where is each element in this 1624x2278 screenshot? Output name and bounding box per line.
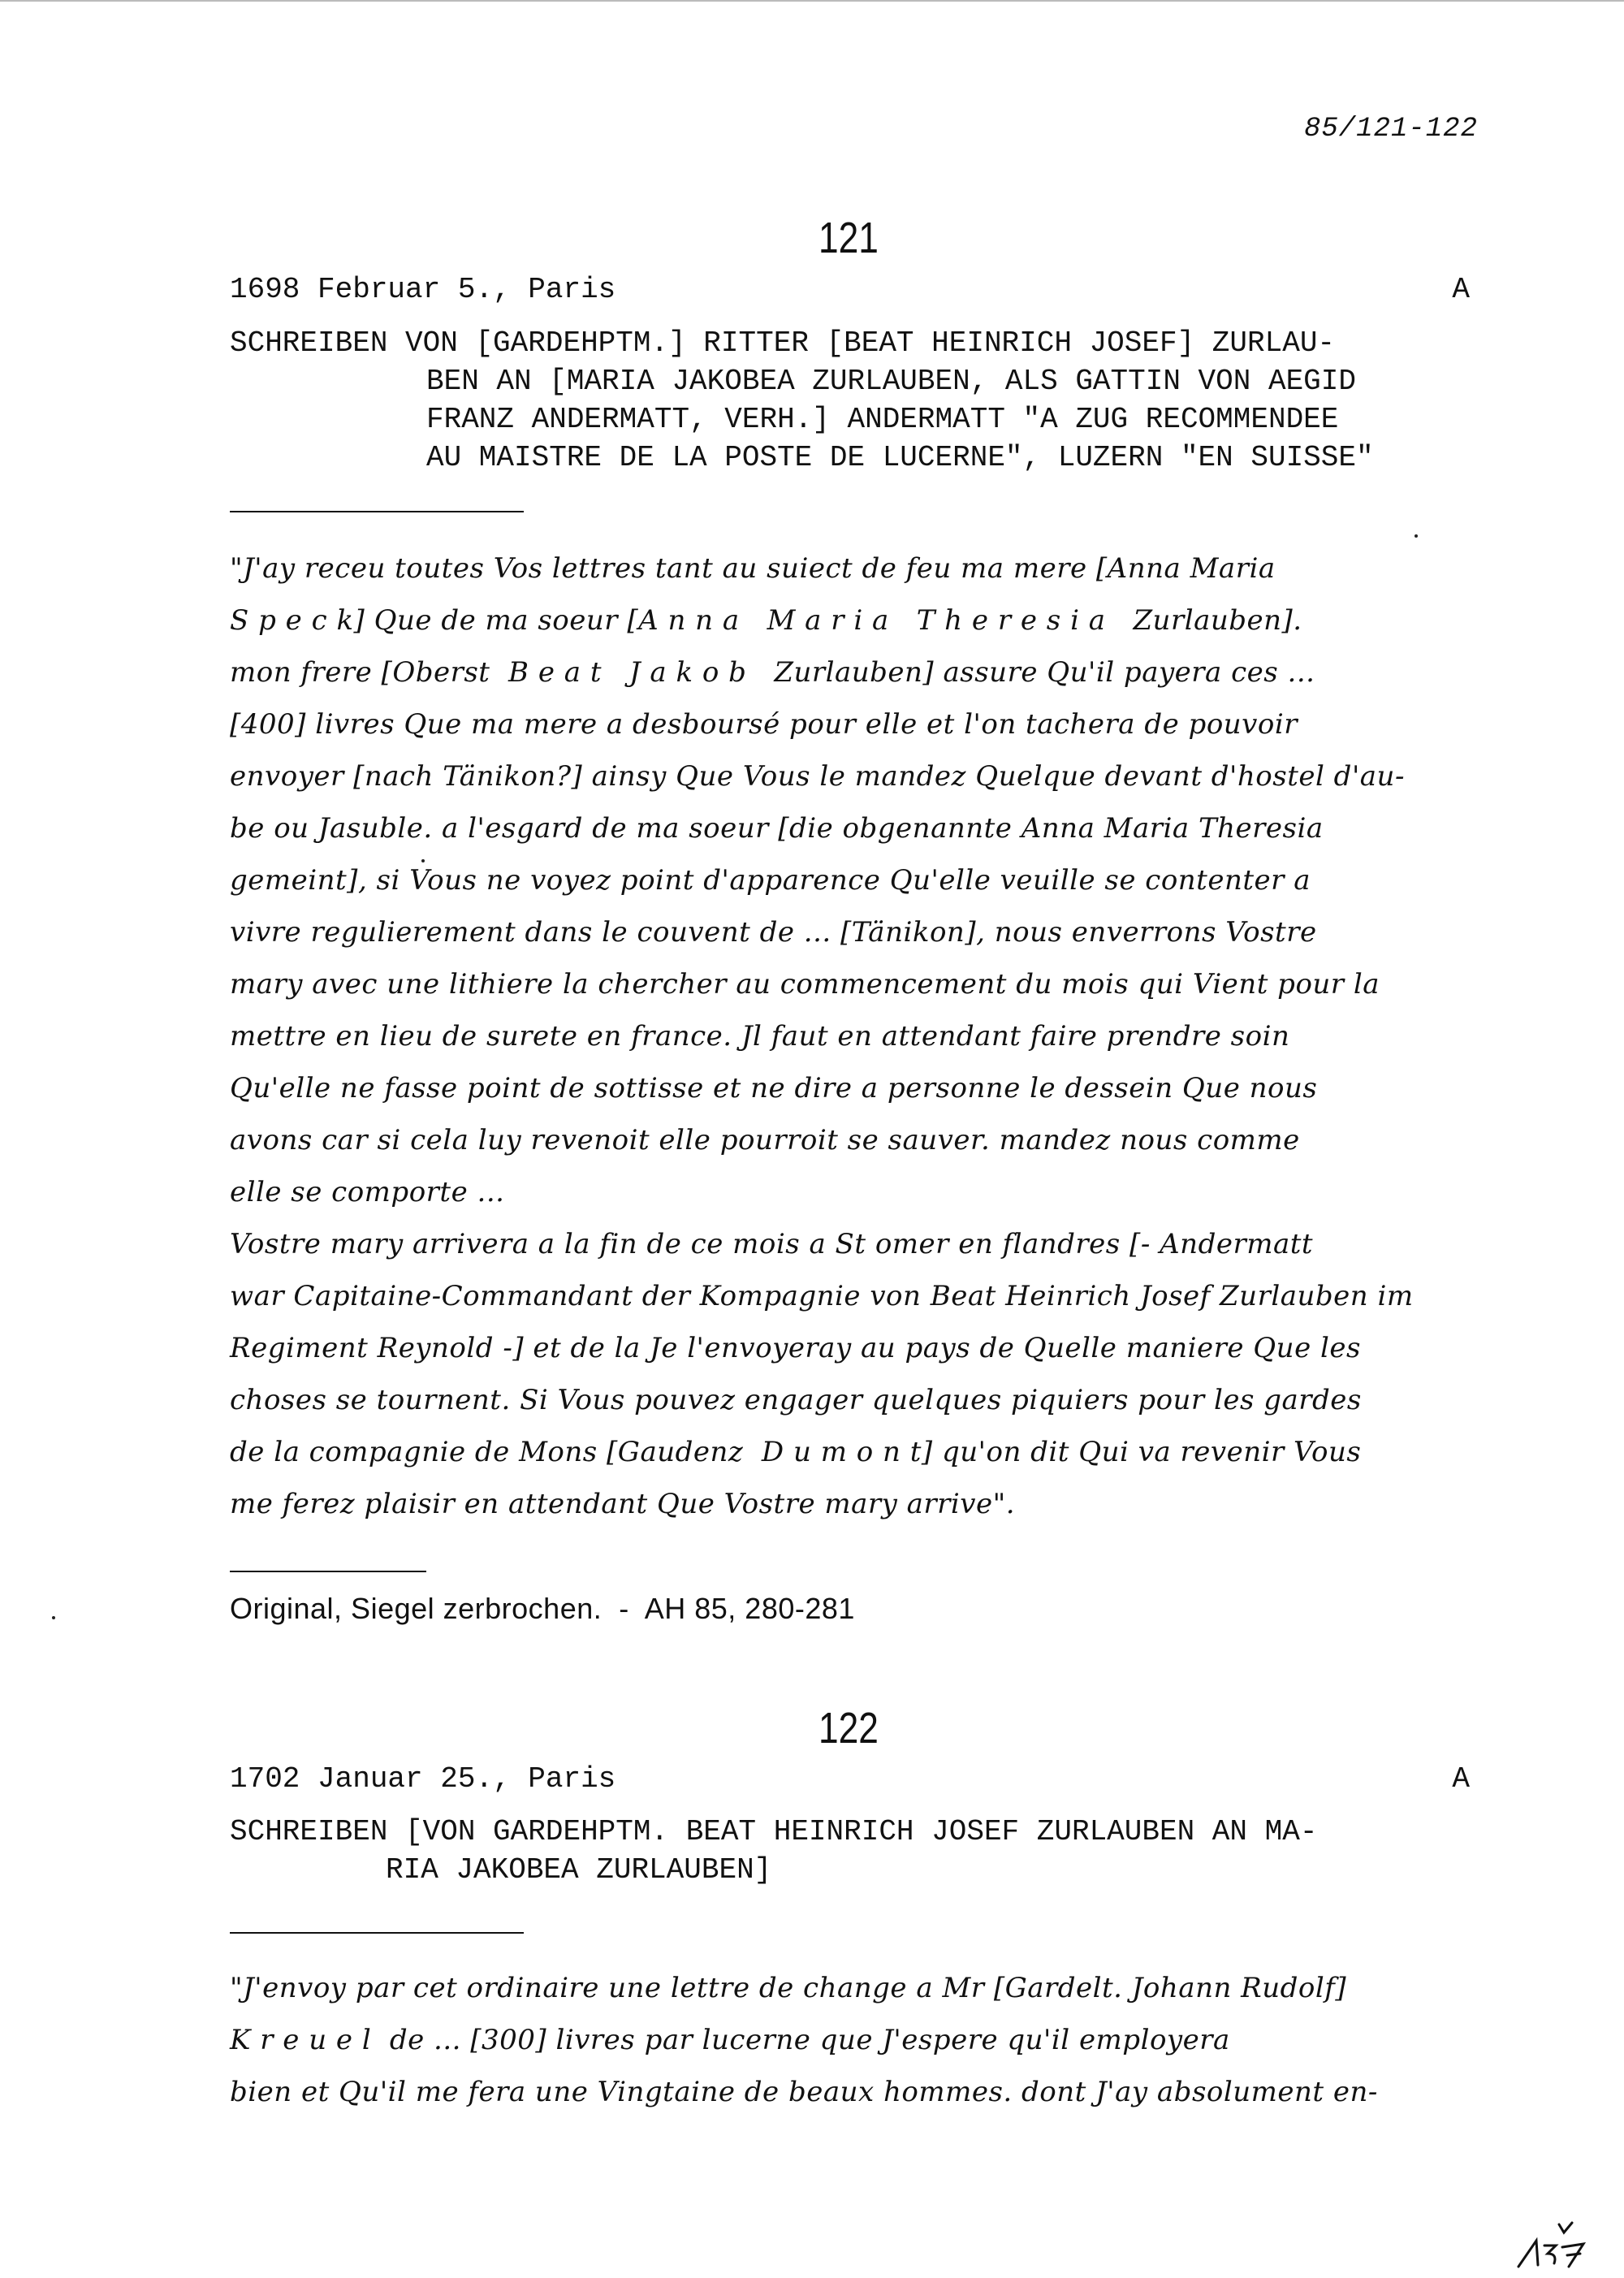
source-note: Original, Siegel zerbrochen. - AH 85, 280-281 [230,1592,855,1625]
heading-line: RIA JAKOBEA ZURLAUBEN] [386,1853,772,1887]
separator-rule [230,1932,524,1934]
entry-heading [230,324,1374,477]
letter-line: "J'envoy par cet ordinaire une lettre de change a Mr [Gardelt. Johann Rudolf] [230,1972,1347,2004]
letter-line: de la compagnie de Mons [Gaudenz D u m o n t] qu'on dit Qui va revenir Vous [230,1436,1362,1468]
date-place: 1698 Februar 5., Paris [230,273,616,306]
letter-text [230,1962,1529,2118]
heading-line: SCHREIBEN VON [GARDEHPTM.] RITTER [BEAT HEINRICH JOSEF] ZURLAU- [230,326,1336,360]
letter-line: Regiment Reynold -] et de la Je l'envoyeray au pays de Quelle maniere Que les [230,1332,1361,1364]
letter-line: war Capitaine-Commandant der Kompagnie von Beat Heinrich Josef Zurlauben im [230,1280,1414,1312]
separator-rule [230,1571,426,1572]
scan-speck [421,859,425,862]
heading-line: SCHREIBEN [VON GARDEHPTM. BEAT HEINRICH JOSEF ZURLAUBEN AN MA- [230,1815,1318,1848]
scan-speck [52,1616,55,1619]
letter-line: K r e u e l de ... [300] livres par lucerne que J'espere qu'il employera [230,2024,1230,2056]
letter-line: choses se tournent. Si Vous pouvez engager quelques piquiers pour les gardes [230,1384,1362,1416]
heading-line: BEN AN [MARIA JAKOBEA ZURLAUBEN, ALS GATTIN VON AEGID [426,365,1356,398]
entry-date-line [230,1762,1470,1796]
entry-number: 121 [818,214,879,262]
letter-line: mon frere [Oberst B e a t J a k o b Zurlauben] assure Qu'il payera ces ... [230,656,1315,689]
letter-line: gemeint], si Vous ne voyez point d'apparence Qu'elle veuille se contenter a [230,864,1311,897]
letter-line: Vostre mary arrivera a la fin de ce mois a St omer en flandres [- Andermatt [230,1228,1314,1260]
date-place: 1702 Januar 25., Paris [230,1762,616,1796]
letter-line: avons car si cela luy revenoit elle pourroit se sauver. mandez nous comme [230,1124,1300,1156]
letter-text [230,542,1529,1530]
entry-date-line [230,273,1470,306]
scan-top-edge [0,0,1624,2]
folio-mark-drawing [1509,2221,1598,2270]
page-reference: 85/121-122 [1303,114,1478,145]
letter-line: me ferez plaisir en attendant Que Vostre mary arrive". [230,1488,1016,1520]
letter-line: mettre en lieu de surete en france. Jl faut en attendant faire prendre soin [230,1020,1290,1053]
letter-line: be ou Jasuble. a l'esgard de ma soeur [die obgenannte Anna Maria Theresia [230,812,1324,845]
letter-line: envoyer [nach Tänikon?] ainsy Que Vous le mandez Quelque devant d'hostel d'au- [230,760,1405,793]
letter-line: [400] livres Que ma mere a desboursé pour elle et l'on tachera de pouvoir [230,708,1298,741]
entry-number: 122 [818,1704,879,1753]
letter-line: mary avec une lithiere la chercher au commencement du mois qui Vient pour la [230,968,1380,1001]
entry-heading [230,1813,1317,1889]
letter-line: S p e c k] Que de ma soeur [A n n a M a r i a T h e r e s i a Zurlauben]. [230,604,1302,637]
handwritten-folio-mark [1509,2221,1598,2270]
scan-speck [1415,534,1418,538]
letter-line: bien et Qu'il me fera une Vingtaine de beaux hommes. dont J'ay absolument en- [230,2076,1378,2108]
separator-rule [230,511,524,512]
letter-line: Qu'elle ne fasse point de sottisse et ne dire a personne le dessein Que nous [230,1072,1318,1104]
letter-line: "J'ay receu toutes Vos lettres tant au suiect de feu ma mere [Anna Maria [230,552,1276,585]
letter-line: elle se comporte ... [230,1176,505,1208]
type-marker: A [1452,1762,1470,1796]
type-marker: A [1452,273,1470,306]
heading-line: AU MAISTRE DE LA POSTE DE LUCERNE", LUZERN "EN SUISSE" [426,441,1374,474]
heading-line: FRANZ ANDERMATT, VERH.] ANDERMATT "A ZUG RECOMMENDEE [426,403,1339,436]
letter-line: vivre regulierement dans le couvent de ... [Tänikon], nous enverrons Vostre [230,916,1317,949]
